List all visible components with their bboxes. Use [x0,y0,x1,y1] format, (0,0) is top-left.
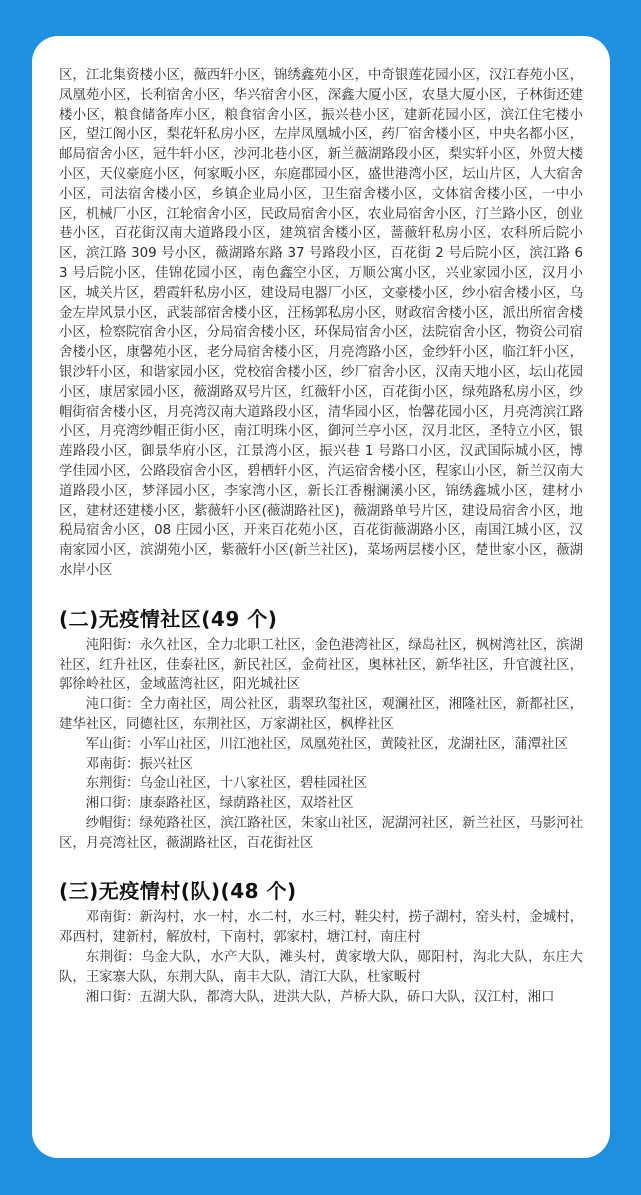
street-paragraph-xiangkou: 湘口街：康泰路社区，绿荫路社区，双塔社区 [85,796,354,812]
village-paragraph-dengnan: 邓南街：新沟村，水一村，水二村，水三村，鞋尖村，捞子湖村，窑头村，金城村，邓西村，建新村，解放村，下南村，郭家村，塘江村，南庄村 [59,910,583,946]
street-paragraph-dengnan: 邓南街：振兴社区 [85,756,193,772]
section-heading-no-epidemic-communities: (二)无疫情社区(49 个) [59,606,278,631]
street-paragraph-dongjing: 东荆街：乌金山社区，十八家社区，碧桂园社区 [85,776,367,792]
street-paragraph-shamao: 纱帽街：绿苑路社区，滨江路社区，朱家山社区，泥湖河社区，新兰社区，马影河社区，月亮湾社区，薇湖路社区，百花街社区 [59,815,583,851]
village-paragraph-xiangkou: 湘口街：五湖大队，都湾大队，进洪大队，芦桥大队，硚口大队，汉江村，湘口 [85,989,555,1005]
street-paragraph-zhuankou: 沌口街：全力南社区，周公社区，翡翠玖玺社区，观澜社区，湘隆社区，新都社区，建华社区，同德社区，东荆社区，万家湖社区，枫桦社区 [59,697,583,732]
street-paragraph-zhuanyang: 沌阳街：永久社区，全力北职工社区，金色港湾社区，绿岛社区，枫树湾社区，滨湖社区，红升社区，佳泰社区，新民社区，金荷社区，奥林社区，新华社区，升官渡社区，郭徐岭社区，金域蓝湾社区，阳光城社区 [59,637,583,693]
content-card [32,36,610,1158]
community-list-continued: 区，江北集资楼小区，薇西轩小区，锦绣鑫苑小区，中奇银莲花园小区，汉江春苑小区，凤凰苑小区，长利宿舍小区，华兴宿舍小区，深鑫大厦小区，农垦大厦小区，子林街还建楼小区，粮食储备库小区，粮食宿舍小区，振兴巷小区，建新花园小区，滨江住宅楼小区，望江阁小区，梨花轩私房小区，左岸凤凰城小区，药厂宿舍楼小区，中央名都小区，邮局宿舍小区，冠牛轩小区，沙河北巷小区，新兰薇湖路段小区，梨实轩小区，外贸大楼小区，天仪豪庭小区，何家畈小区，东庭郡园小区，盛世港湾小区，坛山片区，人大宿舍小区，司法宿舍楼小区，乡镇企业局小区，卫生宿舍楼小区，文体宿舍楼小区，一中小区，机械厂小区，江轮宿舍小区，民政局宿舍小区，农业局宿舍小区，汀兰路小区，创业巷小区，百花街汉南大道路段小区，建筑宿舍楼小区，蔷薇轩私房小区，农科所后院小区，滨江路 309 号小区，薇湖路东路 37 号路段小区，百花街 2 号后院小区，滨江路 63 号后院小区，佳锦花园小区，南色鑫空小区，万顺公寓小区，兴业家园小区，汉月小区，城关片区，碧霞轩私房小区，建设局电器厂小区，文豪楼小区，纱小宿舍楼小区，乌金左岸风景小区，武装部宿舍楼小区，汪杨郭私房小区，财政宿舍楼小区，派出所宿舍楼小区，检察院宿舍小区，分局宿舍楼小区，环保局宿舍小区，法院宿舍小区，物资公司宿舍楼小区，康馨苑小区，老分局宿舍楼小区，月亮湾路小区，金纱轩小区，临江轩小区，银沙轩小区，和谐家园小区，党校宿舍楼小区，纱厂宿舍小区，汉南天地小区，坛山花园小区，康居家园小区，薇湖路双号片区，红薇轩小区，百花街小区，绿苑路私房小区，纱帽街宿舍楼小区，月亮湾汉南大道路段小区，清华园小区，怡馨花园小区，月亮湾滨江路小区，月亮湾纱帽正街小区，南江明珠小区，御河兰亭小区，汉月北区，圣特立小区，银莲路段小区，御景华府小区，江景湾小区，振兴巷 1 号路口小区，汉武国际城小区，博学佳园小区，公路段宿舍小区，碧栖轩小区，汽运宿舍楼小区，程家山小区，新兰汉南大道路段小区，梦泽园小区，李家湾小区，新长江香榭澜溪小区，锦绣鑫城小区，建材小区，建材还建楼小区，紫薇轩小区(薇湖路社区)，薇湖路单号片区，建设局宿舍小区，地税局宿舍小区，08 庄园小区，开来百花苑小区，百花街薇湖路小区，南国江城小区，汉南家园小区，滨湖苑小区，紫薇轩小区(新兰社区)，菜场两层楼小区，楚世家小区，薇湖水岸小区 [59,68,583,578]
village-paragraph-dongjing: 东荆街：乌金大队，水产大队，滩头村，黄家墩大队，郧阳村，沟北大队，东庄大队，王家寨大队，东荆大队，南丰大队，清江大队，杜家畈村 [59,950,583,985]
street-paragraph-junshan: 军山街：小军山社区，川江池社区，凤凰苑社区，黄陵社区，龙湖社区，蒲潭社区 [85,736,568,752]
section-heading-no-epidemic-villages: (三)无疫情村(队)(48 个) [59,879,297,904]
document-body [59,66,583,1007]
